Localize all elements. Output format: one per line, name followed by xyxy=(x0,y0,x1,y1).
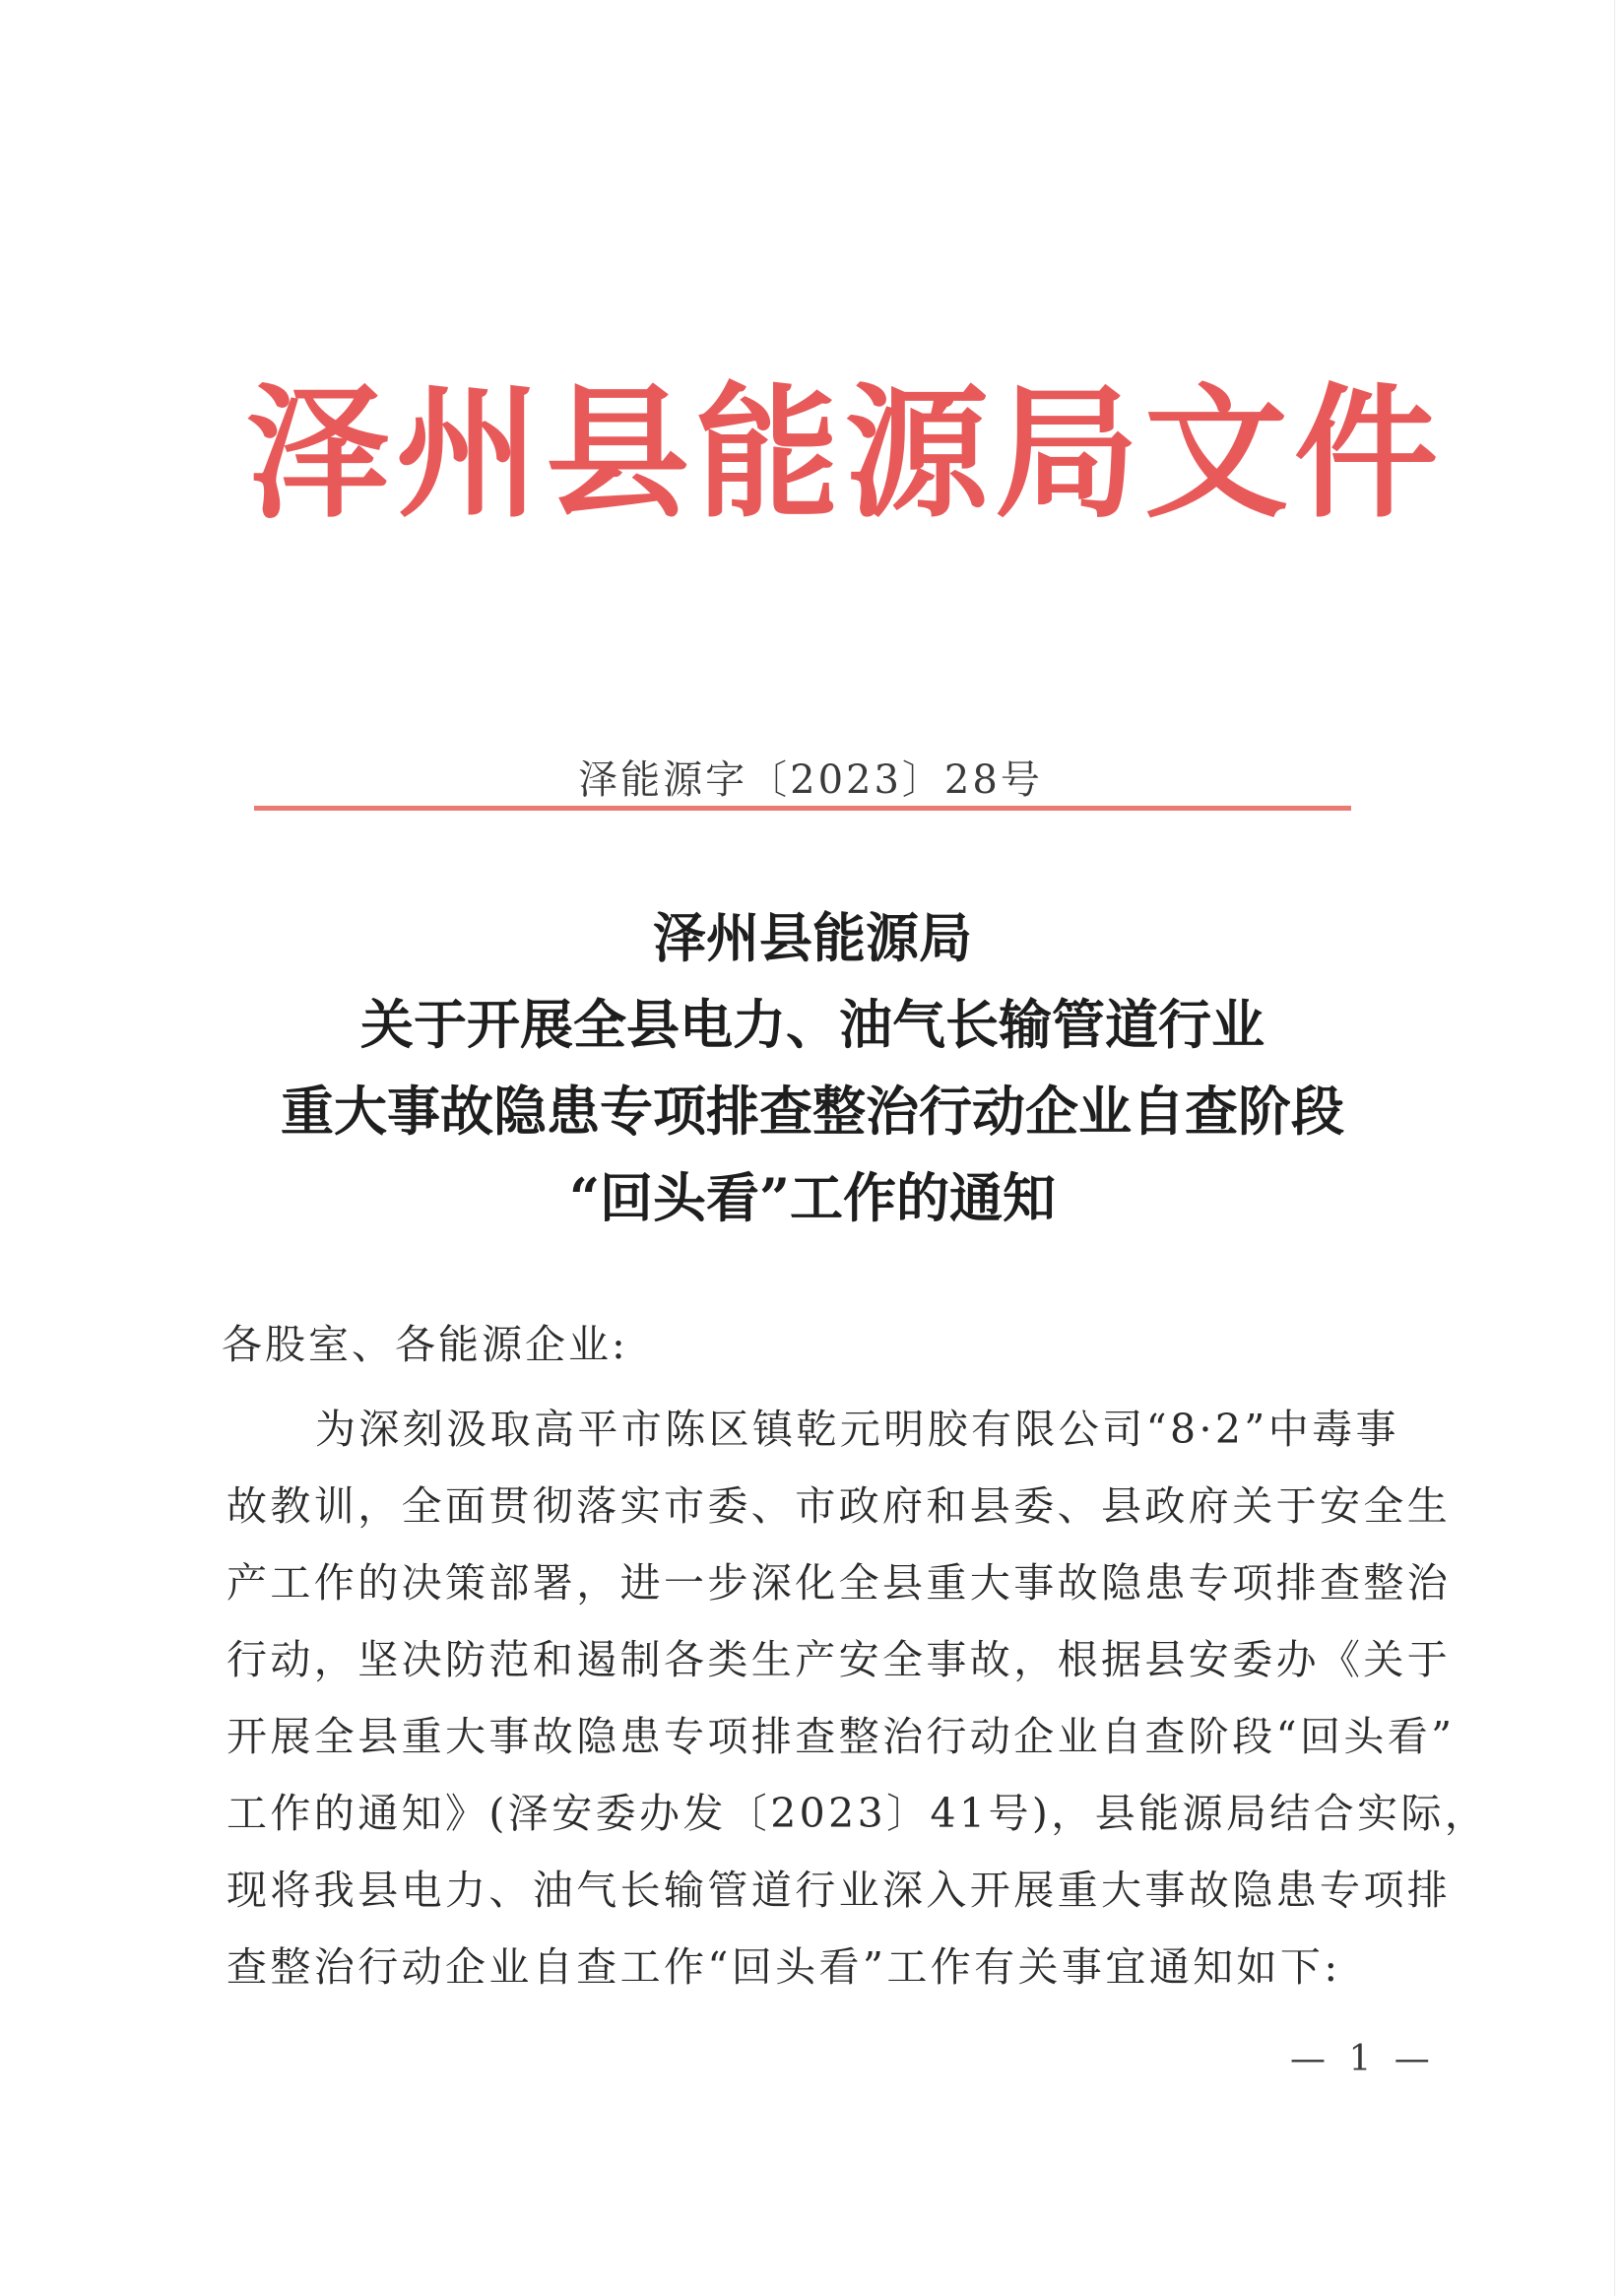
body-line: 开展全县重大事故隐患专项排查整治行动企业自查阶段“回头看” xyxy=(227,1713,1456,1760)
title-line: 泽州县能源局 xyxy=(653,906,972,969)
title-line: “回头看”工作的通知 xyxy=(568,1166,1057,1229)
body-line: 故教训，全面贯彻落实市委、市政府和县委、县政府关于安全生 xyxy=(227,1482,1452,1530)
title-line: 重大事故隐患专项排查整治行动企业自查阶段 xyxy=(281,1080,1344,1143)
body-line: 查整治行动企业自查工作“回头看”工作有关事宜通知如下: xyxy=(227,1943,1341,1991)
body-line: 现将我县电力、油气长输管道行业深入开展重大事故隐患专项排 xyxy=(227,1867,1452,1914)
body-line: 工作的通知》(泽安委办发〔2023〕41号)，县能源局结合实际， xyxy=(227,1790,1489,1837)
body-line: 产工作的决策部署，进一步深化全县重大事故隐患专项排查整治 xyxy=(227,1559,1452,1607)
red-separator-rule xyxy=(254,806,1351,811)
salutation: 各股室、各能源企业: xyxy=(222,1321,628,1368)
document-number: 泽能源字〔2023〕28号 xyxy=(578,757,1043,803)
issuer-masthead: 泽州县能源局文件 xyxy=(246,370,1444,538)
body-paragraph xyxy=(227,1391,1489,2005)
document-title xyxy=(177,894,1448,1241)
page-number: — 1 — xyxy=(1290,2039,1436,2079)
title-line: 关于开展全县电力、油气长输管道行业 xyxy=(360,993,1264,1056)
body-line: 为深刻汲取高平市陈区镇乾元明胶有限公司“8·2”中毒事 xyxy=(315,1406,1399,1453)
page-edge-line xyxy=(1614,0,1615,2296)
body-line: 行动，坚决防范和遏制各类生产安全事故，根据县安委办《关于 xyxy=(227,1636,1452,1683)
